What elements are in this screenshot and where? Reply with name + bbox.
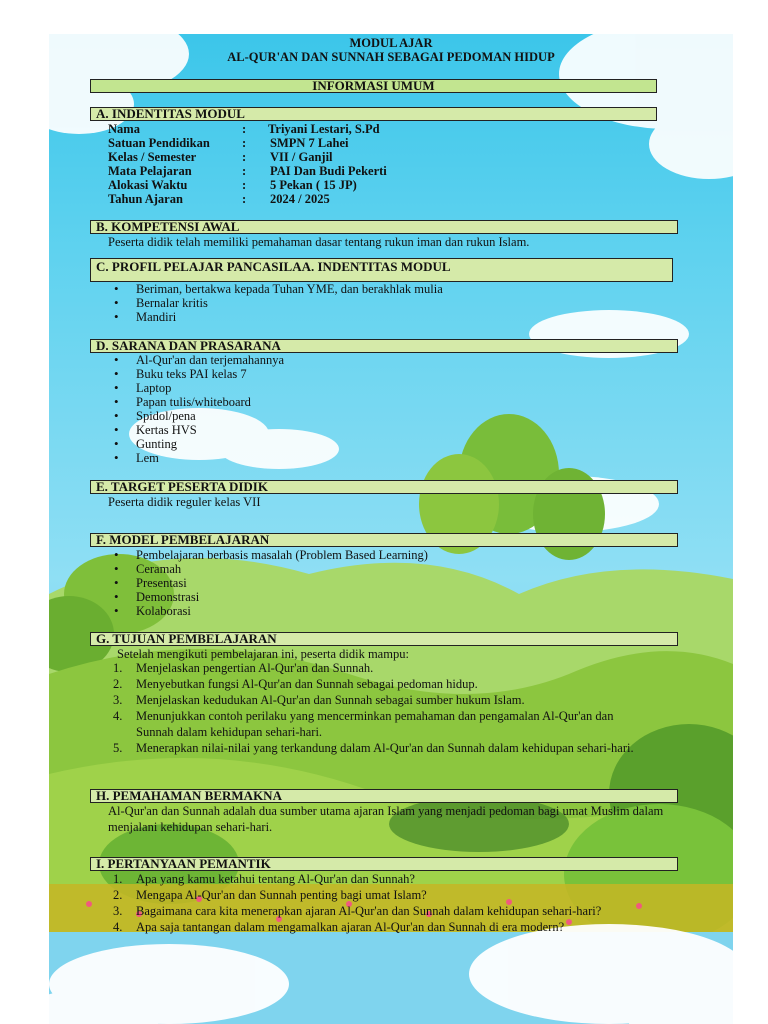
doc-title-line2: AL-QUR'AN DAN SUNNAH SEBAGAI PEDOMAN HIDUP: [227, 50, 555, 64]
doc-title-line1: MODUL AJAR: [349, 36, 433, 50]
tujuan-list: [113, 660, 673, 756]
list-item: • Spidol/pena: [108, 409, 284, 423]
list-item: • Ceramah: [108, 562, 428, 576]
list-item: • Beriman, bertakwa kepada Tuhan YME, dan berakhlak mulia: [108, 282, 443, 296]
section-a-heading: A. INDENTITAS MODUL: [90, 107, 657, 121]
list-item: • Lem: [108, 451, 284, 465]
list-item: 3. Bagaimana cara kita menerapkan ajaran Al-Qur'an dan Sunnah dalam kehidupan sehari-hari?: [113, 904, 602, 918]
model-list: [108, 548, 428, 618]
list-item: 4. Apa saja tantangan dalam mengamalkan ajaran Al-Qur'an dan Sunnah di era modern?: [113, 920, 565, 934]
list-item: 1. Menjelaskan pengertian Al-Qur'an dan Sunnah.: [113, 661, 374, 675]
section-f-heading: F. MODEL PEMBELAJARAN: [90, 533, 678, 547]
section-c-heading: C. PROFIL PELAJAR PANCASILAA. INDENTITAS MODUL: [90, 258, 673, 282]
list-item: 5. Menerapkan nilai-nilai yang terkandung dalam Al-Qur'an dan Sunnah dalam kehidupan sehari-hari.: [113, 741, 634, 755]
list-item: • Kertas HVS: [108, 423, 284, 437]
list-item: • Buku teks PAI kelas 7: [108, 367, 284, 381]
list-item: • Demonstrasi: [108, 590, 428, 604]
list-item: • Pembelajaran berbasis masalah (Problem Based Learning): [108, 548, 428, 562]
section-i-heading: I. PERTANYAAN PEMANTIK: [90, 857, 678, 871]
list-item: • Papan tulis/whiteboard: [108, 395, 284, 409]
list-item: 2. Mengapa Al-Qur'an dan Sunnah penting bagi umat Islam?: [113, 888, 427, 902]
section-g-heading: G. TUJUAN PEMBELAJARAN: [90, 632, 678, 646]
list-item: 3. Menjelaskan kedudukan Al-Qur'an dan Sunnah sebagai sumber hukum Islam.: [113, 693, 525, 707]
profil-list: [108, 282, 443, 324]
list-item: • Gunting: [108, 437, 284, 451]
document-content: MODUL AJAR AL-QUR'AN DAN SUNNAH SEBAGAI PEDOMAN HIDUP INFORMASI UMUM A. INDENTITAS MODUL Nama : Triyani Lestari, S.Pd Satuan Pendidikan : SMPN 7 Lahei Kelas / Semester : VII / Ganjil Mata Pelajaran : PAI Dan Budi Pekerti Alokasi Waktu : 5 Pekan ( 15 JP) Tahun Ajaran : 2024 / 2025 B. KOMPETENSI AWAL Peserta didik telah memiliki pemahaman dasar tentang rukun iman dan rukun Islam. C. PROFIL PELAJAR PANCASILAA. INDENTITAS MODUL • Beriman, bertakwa kepada Tuhan YME, dan berakhlak mulia • Bernalar kritis • Mandiri D. SARANA DAN PRASARANA • Al-Qur'an dan terjemahannya • Buku teks PAI kelas 7 • Laptop • Papan tulis/whiteboard • Spidol/pena • Kertas HVS • Gunting • Lem E. TARGET PESERTA DIDIK Peserta didik reguler kelas VII F. MODEL PEMBELAJARAN • Pembelajaran berbasis masalah (Problem Based Learning) • Ceramah • Presentasi • Demonstrasi • Kolaborasi G. TUJUAN PEMBELAJARAN Setelah mengikuti pembelajaran ini, peserta didik mampu: 1. Menjelaskan pengertian Al-Qur'an dan Sunnah. 2. Menyebutkan fungsi Al-Qur'an dan Sunnah sebagai pedoman hidup. 3. Menjelaskan kedudukan Al-Qur'an dan Sunnah sebagai sumber hukum Islam. 4. Menunjukkan contoh perilaku yang mencerminkan pemahaman dan pengamalan Al-Qur'an dan Sunnah dalam kehidupan sehari-hari. 5. Menerapkan nilai-nilai yang terkandung dalam Al-Qur'an dan Sunnah dalam kehidupan sehari-hari. H. PEMAHAMAN BERMAKNA Al-Qur'an dan Sunnah adalah dua sumber utama ajaran Islam yang menjadi pedoman bagi umat Muslim dalam menjalani kehidupan sehari-hari. I. PERTANYAAN PEMANTIK 1. Apa yang kamu ketahui tentang Al-Qur'an dan Sunnah? 2. Mengapa Al-Qur'an dan Sunnah penting bagi umat Islam? 3. Bagaimana cara kita menerapkan ajaran Al-Qur'an dan Sunnah dalam kehidupan sehari-hari? 4. Apa saja tantangan dalam mengamalkan ajaran Al-Qur'an dan Sunnah di era modern?: [49, 34, 733, 1024]
list-item: 1. Apa yang kamu ketahui tentang Al-Qur'an dan Sunnah?: [113, 872, 415, 886]
list-item: • Mandiri: [108, 310, 443, 324]
pertanyaan-list: [113, 871, 673, 935]
section-h-heading: H. PEMAHAMAN BERMAKNA: [90, 789, 678, 803]
section-d-heading: D. SARANA DAN PRASARANA: [90, 339, 678, 353]
list-item: 4. Menunjukkan contoh perilaku yang mencerminkan pemahaman dan pengamalan Al-Qur'an dan Sunnah dalam kehidupan sehari-hari.: [113, 709, 614, 739]
pemahaman-text: Al-Qur'an dan Sunnah adalah dua sumber utama ajaran Islam yang menjadi pedoman bagi umat Muslim dalam menjalani kehidupan sehari-hari.: [108, 804, 664, 834]
target-text: Peserta didik reguler kelas VII: [108, 495, 261, 509]
informasi-umum-heading: INFORMASI UMUM: [90, 79, 657, 93]
list-item: • Presentasi: [108, 576, 428, 590]
document-page: [49, 34, 733, 1024]
list-item: • Bernalar kritis: [108, 296, 443, 310]
list-item: 2. Menyebutkan fungsi Al-Qur'an dan Sunnah sebagai pedoman hidup.: [113, 677, 478, 691]
kompetensi-text: Peserta didik telah memiliki pemahaman dasar tentang rukun iman dan rukun Islam.: [108, 235, 530, 249]
list-item: • Kolaborasi: [108, 604, 428, 618]
section-e-heading: E. TARGET PESERTA DIDIK: [90, 480, 678, 494]
sarana-list: [108, 353, 284, 465]
list-item: • Al-Qur'an dan terjemahannya: [108, 353, 284, 367]
list-item: • Laptop: [108, 381, 284, 395]
tujuan-intro: Setelah mengikuti pembelajaran ini, peserta didik mampu:: [117, 647, 409, 661]
section-b-heading: B. KOMPETENSI AWAL: [90, 220, 678, 234]
